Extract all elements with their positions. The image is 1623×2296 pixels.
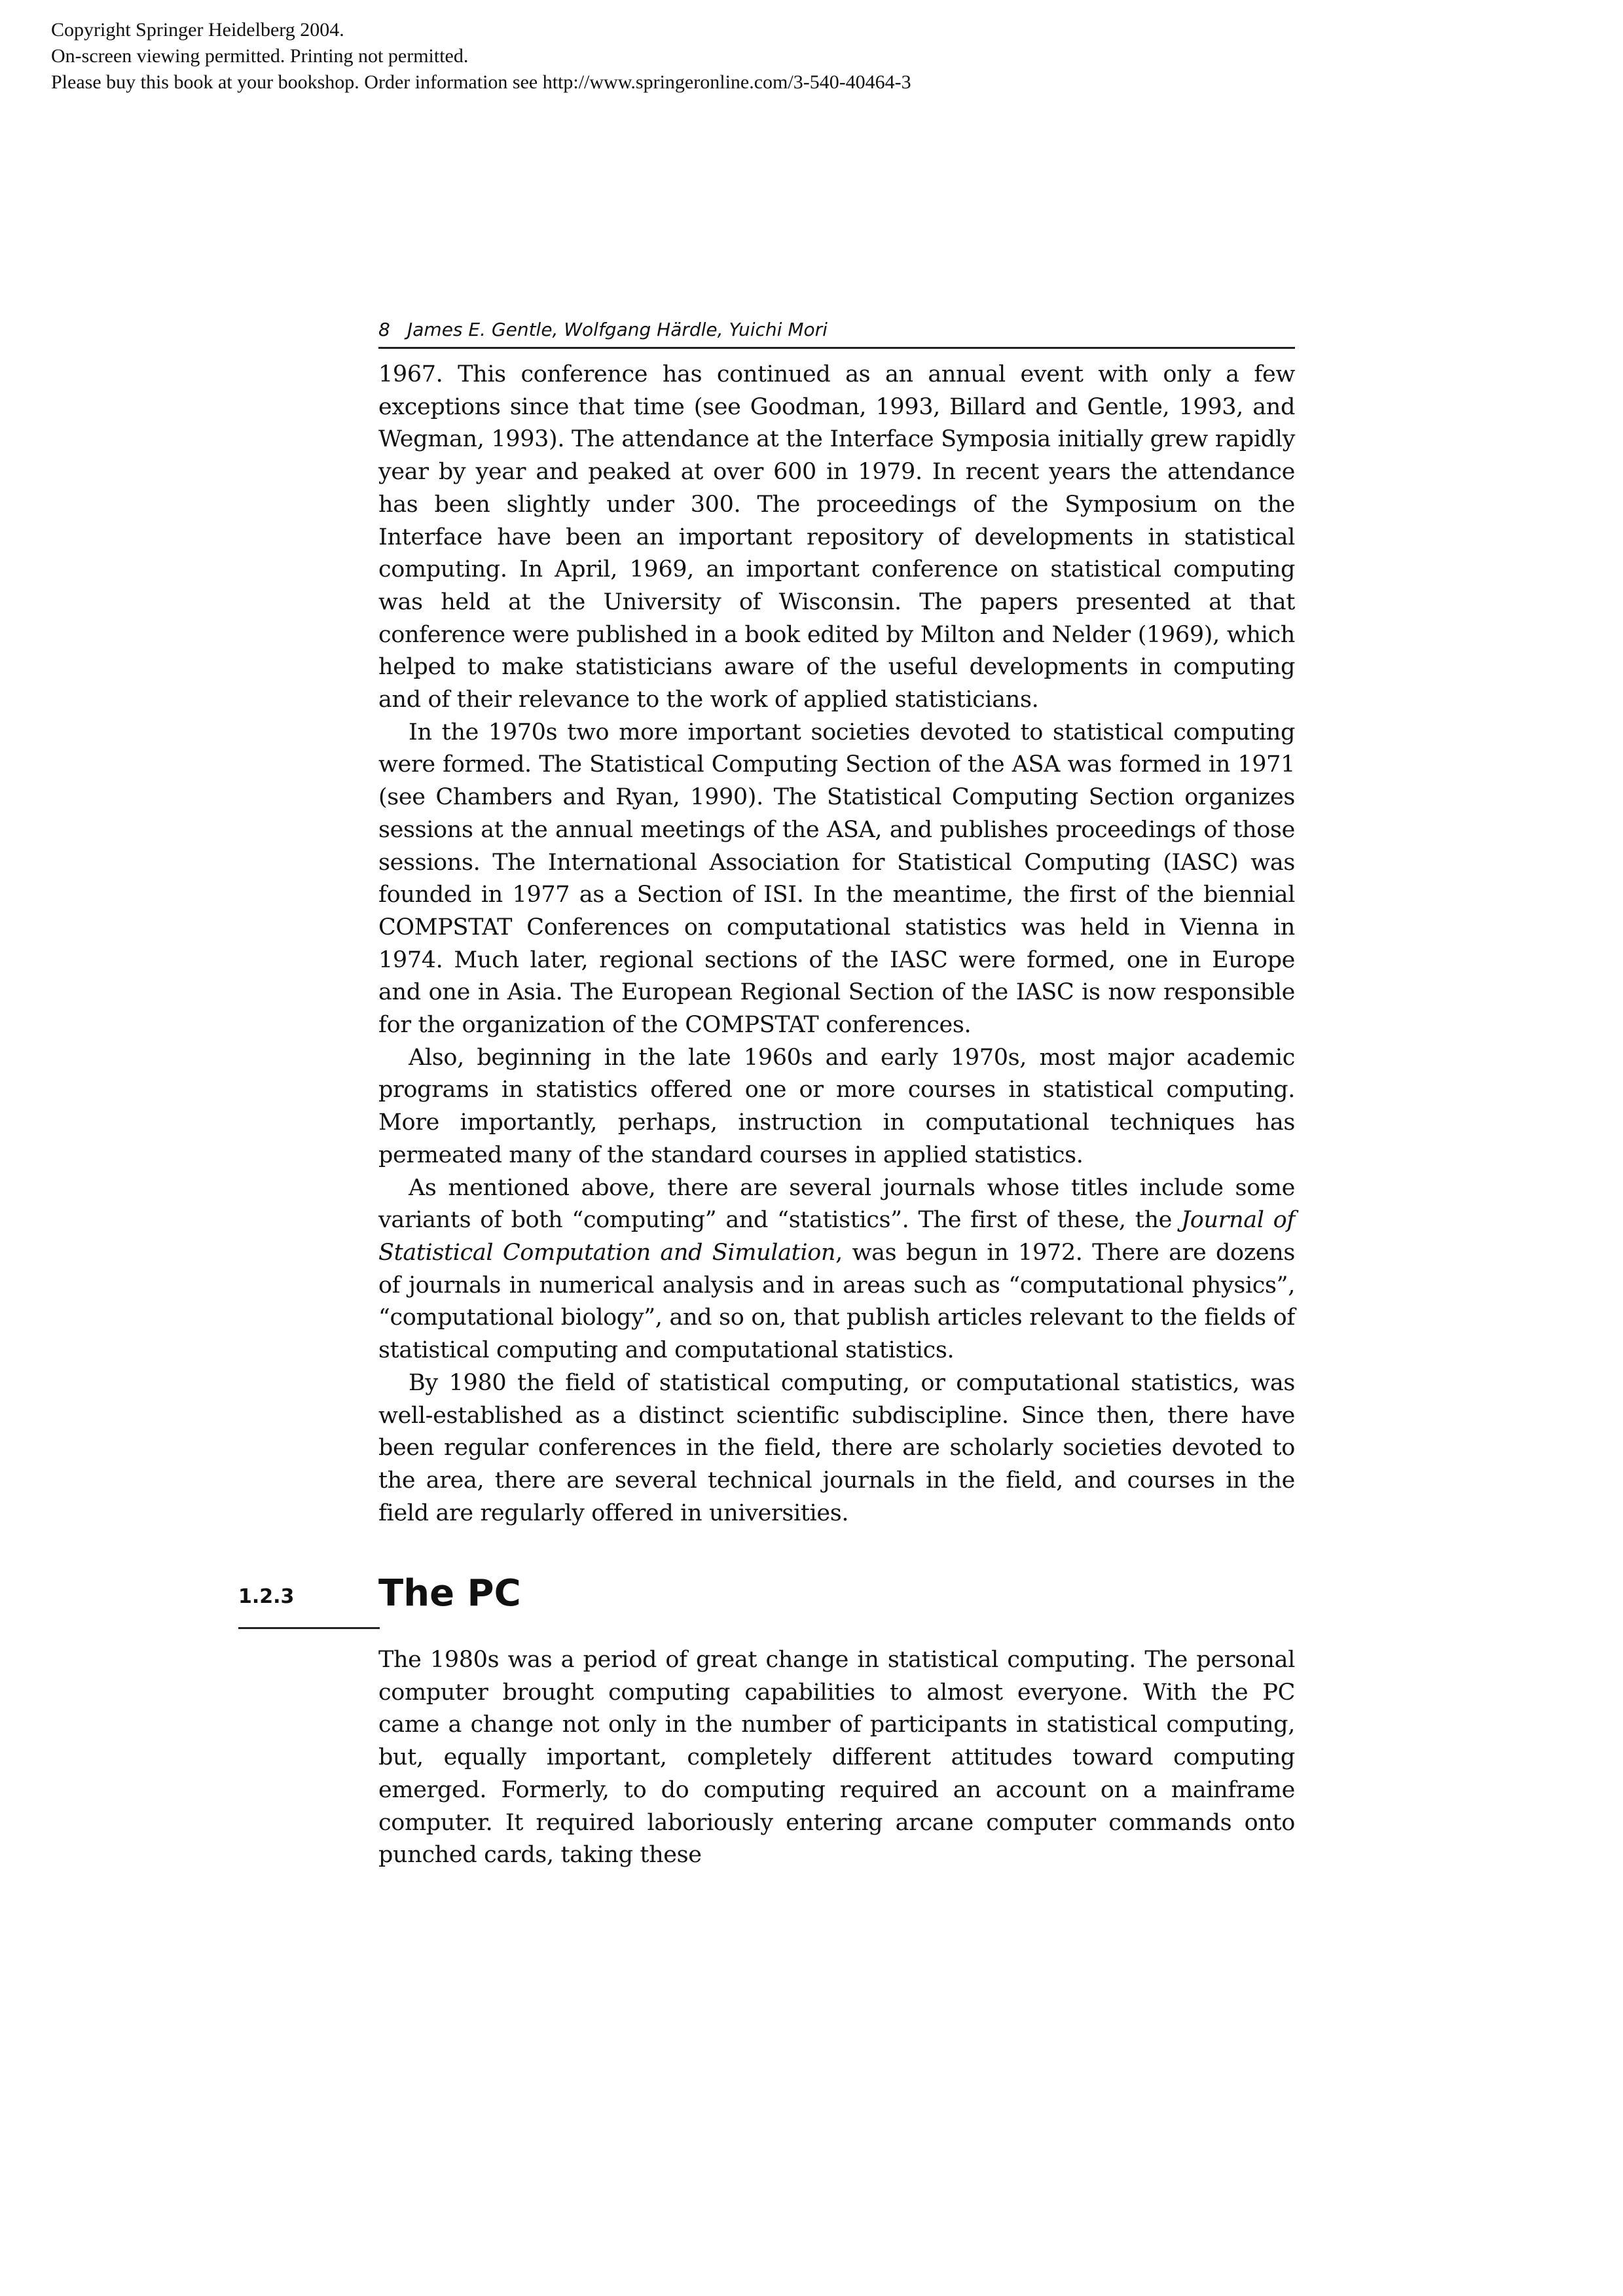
notice-line-1: Copyright Springer Heidelberg 2004. xyxy=(51,19,344,41)
paragraph-4-text-b: , was begun in 1972. There are dozens of journals in numerical analysis and in areas such as “computational physics”, “computational biology”, and so on, that publish articles relevant to the fields of statistical computing and computational statistics. xyxy=(378,1239,1295,1364)
journal-title: Journal of Statistical Computation and Simulation xyxy=(378,1207,1295,1266)
section-rule xyxy=(238,1627,380,1629)
page-number: 8 xyxy=(378,319,390,340)
paragraph-3: Also, beginning in the late 1960s and early 1970s, most major academic programs in statistics offered one or more courses in statistical computing. More importantly, perhaps, instruction in computational techniques has permeated many of the standard courses in applied statistics. xyxy=(378,1044,1295,1168)
paragraph-4 xyxy=(378,1172,1295,1367)
section-paragraph-1: The 1980s was a period of great change in statistical computing. The personal computer brought computing capabilities to almost everyone. With the PC came a change not only in the number of participants in statistical computing, but, equally important, completely different attitudes toward computing emerged. Formerly, to do computing required an account on a mainframe computer. It required laboriously entering arcane computer commands onto punched cards, taking these xyxy=(378,1647,1295,1869)
paragraph-1: 1967. This conference has continued as an annual event with only a few exceptions since that time (see Goodman, 1993, Billard and Gentle, 1993, and Wegman, 1993). The attendance at the Interface Symposia initially grew rapidly year by year and peaked at over 600 in 1979. In recent years the attendance has been slightly under 300. The proceedings of the Symposium on the Interface have been an important repository of developments in statistical computing. In April, 1969, an important conference on statistical computing was held at the University of Wisconsin. The papers presented at that conference were published in a book edited by Milton and Nelder (1969), which helped to make statisticians aware of the useful developments in computing and of their relevance to the work of applied statisticians. xyxy=(378,361,1295,713)
paragraph-2: In the 1970s two more important societies devoted to statistical computing were formed. The Statistical Computing Section of the ASA was formed in 1971 (see Chambers and Ryan, 1990). The Statistical Computing Section organizes sessions at the annual meetings of the ASA, and publishes proceedings of those sessions. The International Association for Statistical Computing (IASC) was founded in 1977 as a Section of ISI. In the meantime, the first of the biennial COMPSTAT Conferences on computational statistics was held in Vienna in 1974. Much later, regional sections of the IASC were formed, one in Europe and one in Asia. The European Regional Section of the IASC is now responsible for the organization of the COMPSTAT conferences. xyxy=(378,719,1295,1039)
notice-line-3: Please buy this book at your bookshop. Order information see http://www.springeronline.com/3-540-40464-3 xyxy=(51,71,911,93)
section-title: The PC xyxy=(378,1572,521,1615)
notice-line-2: On-screen viewing permitted. Printing not permitted. xyxy=(51,45,469,67)
section-number: 1.2.3 xyxy=(238,1585,295,1608)
paragraph-4-text-a: As mentioned above, there are several journals whose titles include some variants of both “computing” and “statistics”. The first of these, the xyxy=(378,1174,1295,1234)
copyright-notice xyxy=(51,17,911,96)
running-head xyxy=(378,317,1295,349)
running-head-authors: James E. Gentle, Wolfgang Härdle, Yuichi Mori xyxy=(407,319,828,340)
section-body xyxy=(378,1644,1295,1872)
main-body xyxy=(378,359,1295,1530)
paragraph-5: By 1980 the field of statistical computing, or computational statistics, was well-established as a distinct scientific subdiscipline. Since then, there have been regular conferences in the field, there are scholarly societies devoted to the area, there are several technical journals in the field, and courses in the field are regularly offered in universities. xyxy=(378,1369,1295,1526)
